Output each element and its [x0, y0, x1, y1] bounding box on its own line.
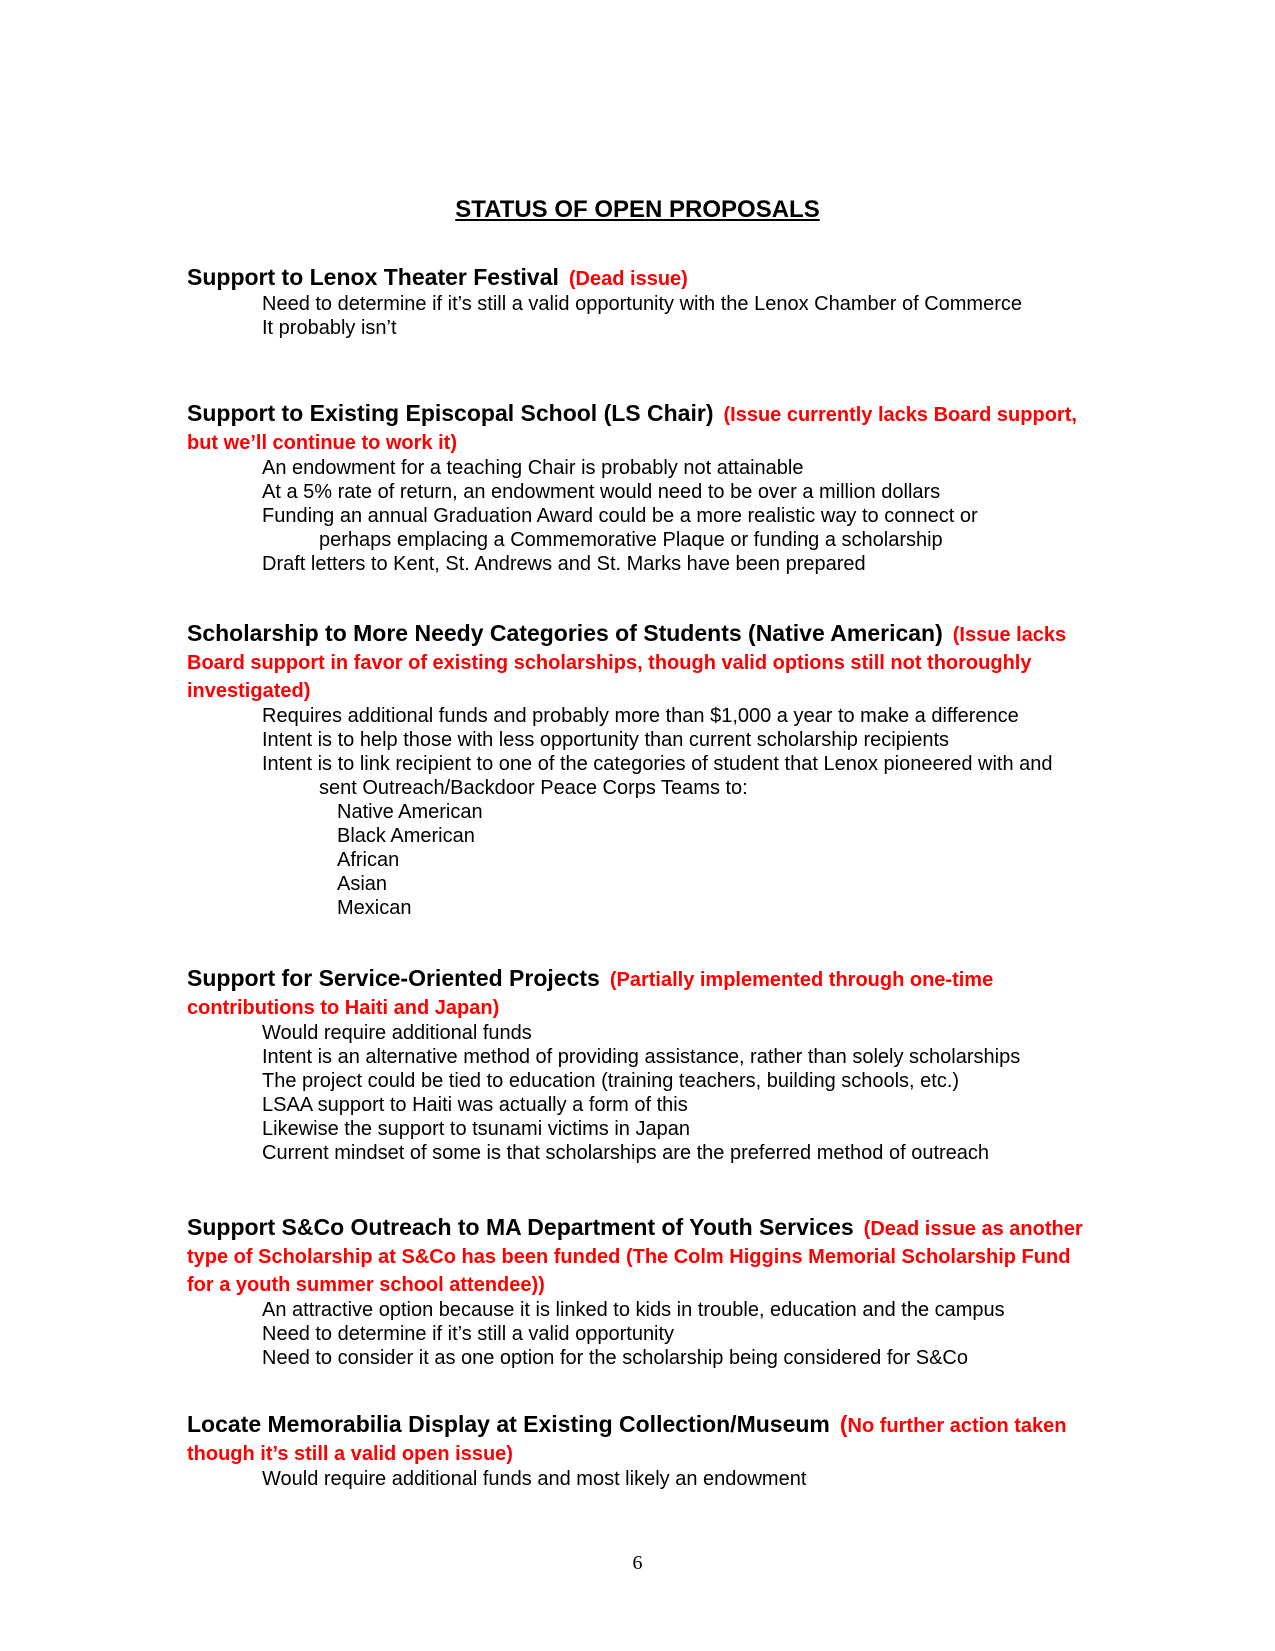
proposal-title: Support S&Co Outreach to MA Department of Youth Services — [187, 1214, 854, 1240]
status-note: (Issue currently lacks Board support, but we’ll continue to work it) — [187, 404, 1077, 454]
proposal-title: Support to Existing Episcopal School (LS Chair) — [187, 400, 714, 426]
status-note: (Dead issue) — [568, 268, 688, 290]
category-item: Asian — [337, 873, 388, 895]
proposal-notes — [187, 292, 1087, 340]
note-line: Funding an annual Graduation Award could be a more realistic way to connect or — [262, 505, 978, 527]
note-line: Would require additional funds and most likely an endowment — [262, 1468, 807, 1490]
note-line: Likewise the support to tsunami victims in Japan — [262, 1118, 690, 1140]
proposal-section — [187, 1214, 1087, 1370]
category-item: African — [337, 849, 400, 871]
note-line: An attractive option because it is linked to kids in trouble, education and the campus — [262, 1299, 1005, 1321]
category-item: Mexican — [337, 897, 412, 919]
note-line: It probably isn’t — [262, 317, 397, 339]
note-line: An endowment for a teaching Chair is probably not attainable — [262, 457, 804, 479]
note-line: Current mindset of some is that scholarships are the preferred method of outreach — [262, 1142, 990, 1164]
proposal-title: Support for Service-Oriented Projects — [187, 965, 600, 991]
proposal-heading — [187, 965, 1087, 1021]
note-line: Intent is an alternative method of providing assistance, rather than solely scholarships — [262, 1046, 1021, 1068]
proposal-notes — [187, 1021, 1087, 1165]
note-line: LSAA support to Haiti was actually a form of this — [262, 1094, 688, 1116]
proposal-heading — [187, 620, 1087, 704]
proposal-notes — [187, 1467, 1087, 1491]
proposal-heading — [187, 1411, 1087, 1467]
status-open-paren: ( — [839, 1411, 848, 1437]
proposal-section — [187, 400, 1087, 576]
note-line: Need to determine if it’s still a valid opportunity with the Lenox Chamber of Commerce — [262, 293, 1022, 315]
page-title: STATUS OF OPEN PROPOSALS — [455, 196, 820, 223]
proposal-title: Scholarship to More Needy Categories of Students (Native American) — [187, 620, 943, 646]
note-line: Need to consider it as one option for the scholarship being considered for S&Co — [262, 1347, 968, 1369]
proposal-section — [187, 965, 1087, 1165]
note-line: Intent is to help those with less opportunity than current scholarship recipients — [262, 729, 950, 751]
note-line: Would require additional funds — [262, 1022, 532, 1044]
proposal-section — [187, 1411, 1087, 1491]
note-line: At a 5% rate of return, an endowment would need to be over a million dollars — [262, 481, 941, 503]
proposal-section — [187, 620, 1087, 920]
category-item: Black American — [337, 825, 475, 847]
proposal-heading — [187, 1214, 1087, 1298]
note-line: Need to determine if it’s still a valid opportunity — [262, 1323, 675, 1345]
note-line: Intent is to link recipient to one of the categories of student that Lenox pioneered with and — [262, 753, 1053, 775]
proposal-notes — [187, 1298, 1087, 1370]
proposal-heading — [187, 400, 1087, 456]
page-number: 6 — [632, 1552, 643, 1574]
status-note: No further action taken though it’s still a valid open issue) — [187, 1415, 1067, 1465]
proposal-notes — [187, 704, 1087, 920]
proposal-title: Support to Lenox Theater Festival — [187, 264, 559, 290]
note-line: perhaps emplacing a Commemorative Plaque or funding a scholarship — [319, 529, 943, 551]
status-note: (Partially implemented through one-time contributions to Haiti and Japan) — [187, 969, 994, 1019]
proposal-notes — [187, 456, 1087, 576]
note-line: The project could be tied to education (training teachers, building schools, etc.) — [262, 1070, 960, 1092]
proposal-section — [187, 264, 1087, 340]
status-note: (Dead issue as another type of Scholarship at S&Co has been funded (The Colm Higgins Memorial Scholarship Fund for a youth summer school attendee)) — [187, 1218, 1083, 1296]
note-line: Requires additional funds and probably more than $1,000 a year to make a difference — [262, 705, 1019, 727]
status-note: (Issue lacks Board support in favor of existing scholarships, though valid options still not thoroughly investigated) — [187, 624, 1067, 702]
note-line: Draft letters to Kent, St. Andrews and St. Marks have been prepared — [262, 553, 866, 575]
proposal-heading — [187, 264, 1087, 292]
note-line: sent Outreach/Backdoor Peace Corps Teams to: — [319, 777, 748, 799]
proposal-title: Locate Memorabilia Display at Existing Collection/Museum — [187, 1411, 830, 1437]
category-item: Native American — [337, 801, 483, 823]
